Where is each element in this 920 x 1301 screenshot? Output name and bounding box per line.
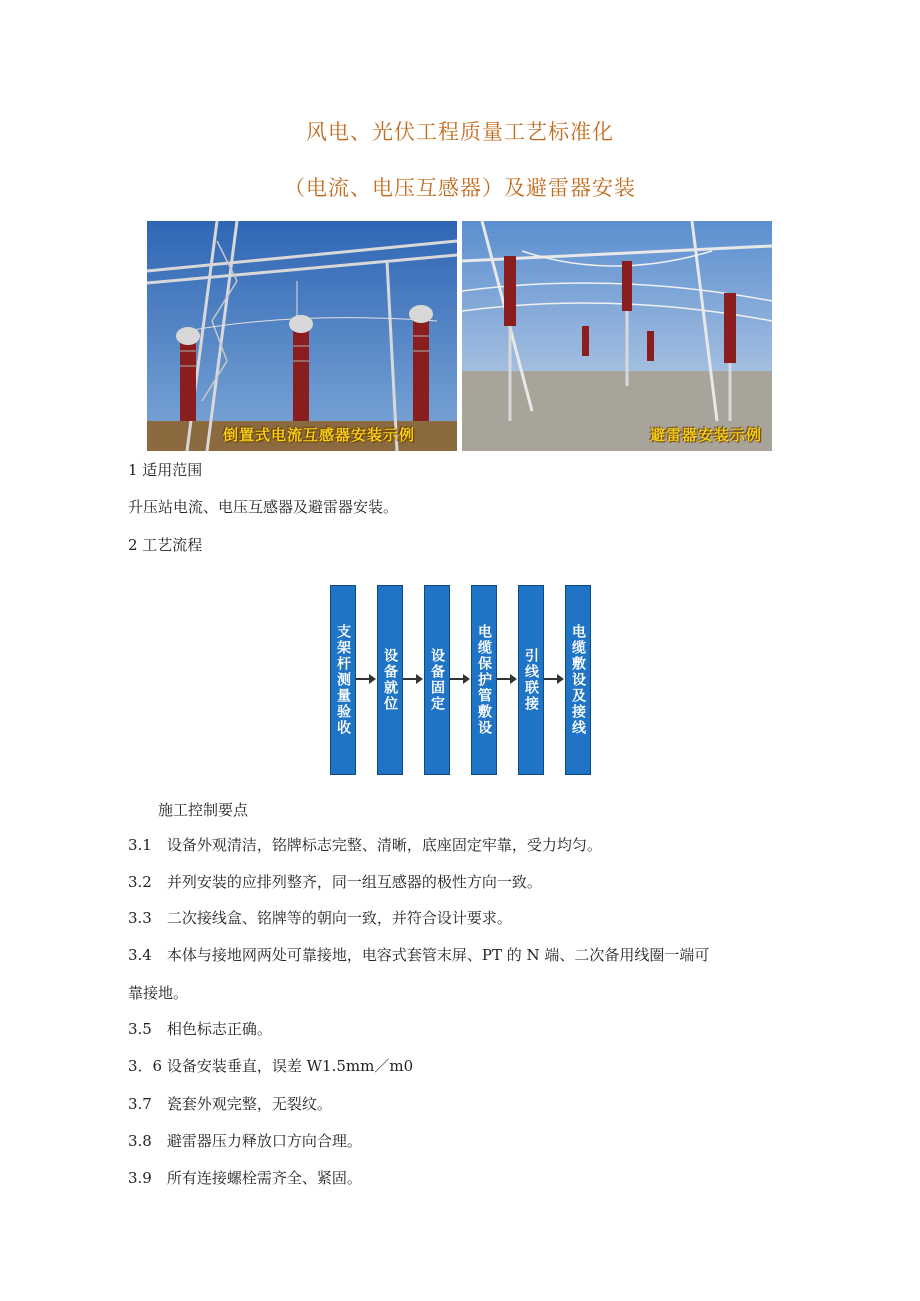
transformer-photo — [147, 221, 457, 451]
flow-arrow — [450, 678, 468, 680]
flow-arrow — [403, 678, 421, 680]
control-point: 3.3 二次接线盒、铭牌等的朝向一致，并符合设计要求。 — [128, 909, 512, 927]
document-subtitle: （电流、电压互感器）及避雷器安装 — [284, 176, 636, 200]
flow-step: 电缆敷设及接线 — [565, 585, 591, 775]
section-heading-control: 施工控制要点 — [158, 801, 249, 819]
section-heading-scope: 1 适用范围 — [128, 461, 203, 479]
process-flowchart — [330, 585, 590, 775]
control-point: 3．6 设备安装垂直，误差 W1.5mm／m0 — [128, 1057, 414, 1075]
control-point: 3.2 并列安装的应排列整齐，同一组互感器的极性方向一致。 — [128, 873, 542, 891]
control-point: 3.1 设备外观清洁，铭牌标志完整、清晰，底座固定牢靠，受力均匀。 — [128, 836, 602, 854]
photo-caption: 倒置式电流互感器安装示例 — [223, 426, 416, 444]
flow-arrow — [544, 678, 562, 680]
flow-step: 引线联接 — [518, 585, 544, 775]
flow-arrow — [356, 678, 374, 680]
document-title: 风电、光伏工程质量工艺标准化 — [306, 120, 614, 144]
section-heading-process: 2 工艺流程 — [128, 536, 203, 554]
photo-caption: 避雷器安装示例 — [649, 426, 762, 444]
control-point: 3.4 本体与接地网两处可靠接地，电容式套管末屏、PT 的 N 端、二次备用线圈一端可 — [128, 946, 710, 964]
section-body-scope: 升压站电流、电压互感器及避雷器安装。 — [128, 498, 399, 516]
control-point: 3.5 相色标志正确。 — [128, 1020, 272, 1038]
control-point: 3.8 避雷器压力释放口方向合理。 — [128, 1132, 362, 1150]
flow-step: 支架杆测量验收 — [330, 585, 356, 775]
flow-step: 设备就位 — [377, 585, 403, 775]
arrester-photo — [462, 221, 772, 451]
flow-step: 设备固定 — [424, 585, 450, 775]
control-point: 3.9 所有连接螺栓需齐全、紧固。 — [128, 1169, 362, 1187]
flow-arrow — [497, 678, 515, 680]
control-point: 3.7 瓷套外观完整，无裂纹。 — [128, 1095, 332, 1113]
control-point-continued: 靠接地。 — [128, 984, 189, 1002]
flow-step: 电缆保护管敷设 — [471, 585, 497, 775]
